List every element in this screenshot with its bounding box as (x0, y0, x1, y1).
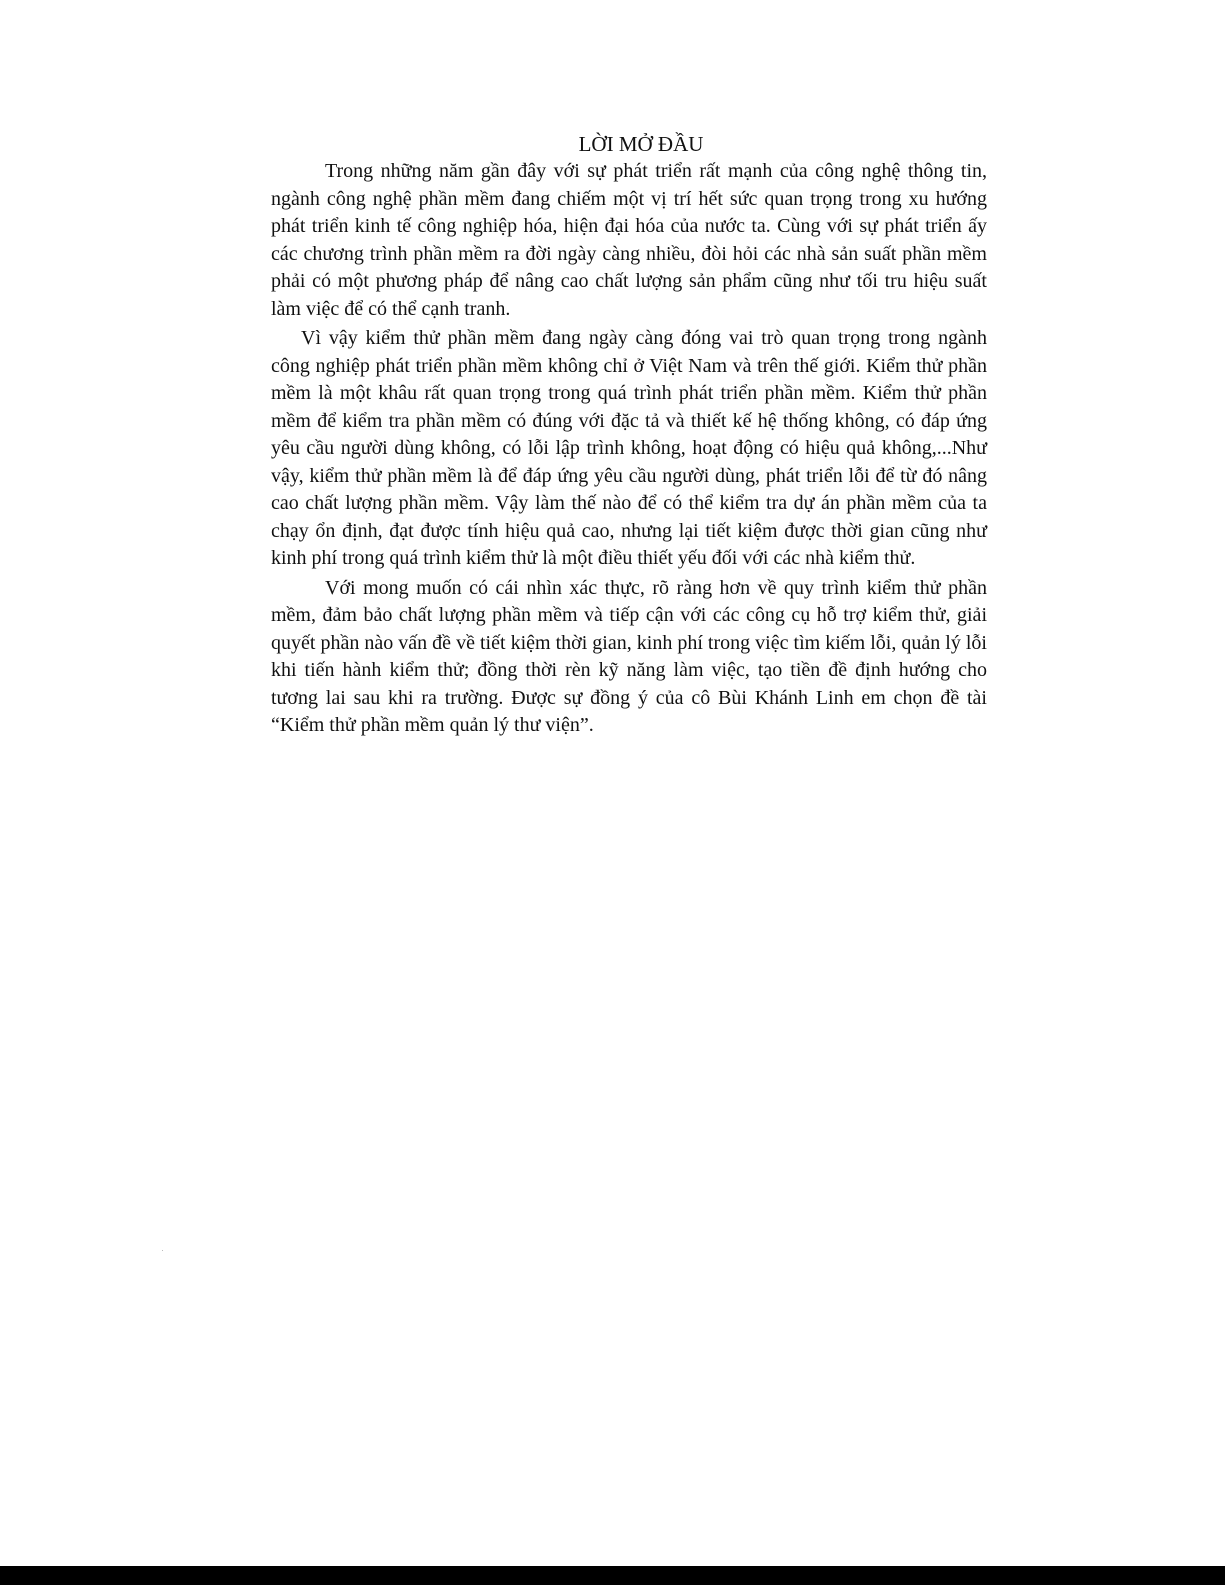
paragraph-importance: Vì vậy kiểm thử phần mềm đang ngày càng đóng vai trò quan trọng trong ngành công nghiệp phát triển phần mềm không chỉ ở Việt Nam và trên thế giới. Kiểm thử phần mềm là một khâu rất quan trọng trong quá trình phát triển phần mềm. Kiểm thử phần mềm để kiểm tra phần mềm có đúng với đặc tả và thiết kế hệ thống không, có đáp ứng yêu cầu người dùng không, có lỗi lập trình không, hoạt động có hiệu quả không,...Như vậy, kiểm thử phần mềm là để đáp ứng yêu cầu người dùng, phát triển lỗi để từ đó nâng cao chất lượng phần mềm. Vậy làm thế nào để có thể kiểm tra dự án phần mềm của ta chạy ổn định, đạt được tính hiệu quả cao, nhưng lại tiết kiệm được thời gian cũng như kinh phí trong quá trình kiểm thử là một điều thiết yếu đối với các nhà kiểm thử. (271, 327, 987, 569)
scan-speck (162, 1250, 163, 1251)
paragraph-motivation: Với mong muốn có cái nhìn xác thực, rõ ràng hơn về quy trình kiểm thử phần mềm, đảm bảo chất lượng phần mềm và tiếp cận với các công cụ hỗ trợ kiểm thử, giải quyết phần nào vấn đề về tiết kiệm thời gian, kinh phí trong việc tìm kiếm lỗi, quản lý lỗi khi tiến hành kiểm thử; đồng thời rèn kỹ năng làm việc, tạo tiền đề định hướng cho tương lai sau khi ra trường. Được sự đồng ý của cô Bùi Khánh Linh em chọn đề tài “Kiểm thử phần mềm quản lý thư viện”. (271, 576, 987, 736)
paragraph-intro: Trong những năm gần đây với sự phát triển rất mạnh của công nghệ thông tin, ngành công nghệ phần mềm đang chiếm một vị trí hết sức quan trọng trong xu hướng phát triển kinh tế công nghiệp hóa, hiện đại hóa của nước ta. Cùng với sự phát triển ấy các chương trình phần mềm ra đời ngày càng nhiều, đòi hỏi các nhà sản suất phần mềm phải có một phương pháp để nâng cao chất lượng sản phẩm cũng như tối tru hiệu suất làm việc để có thể cạnh tranh. (271, 160, 987, 320)
scan-bottom-border (0, 1566, 1225, 1585)
page-title: LỜI MỞ ĐẦU (578, 132, 704, 156)
document-body (271, 131, 987, 740)
